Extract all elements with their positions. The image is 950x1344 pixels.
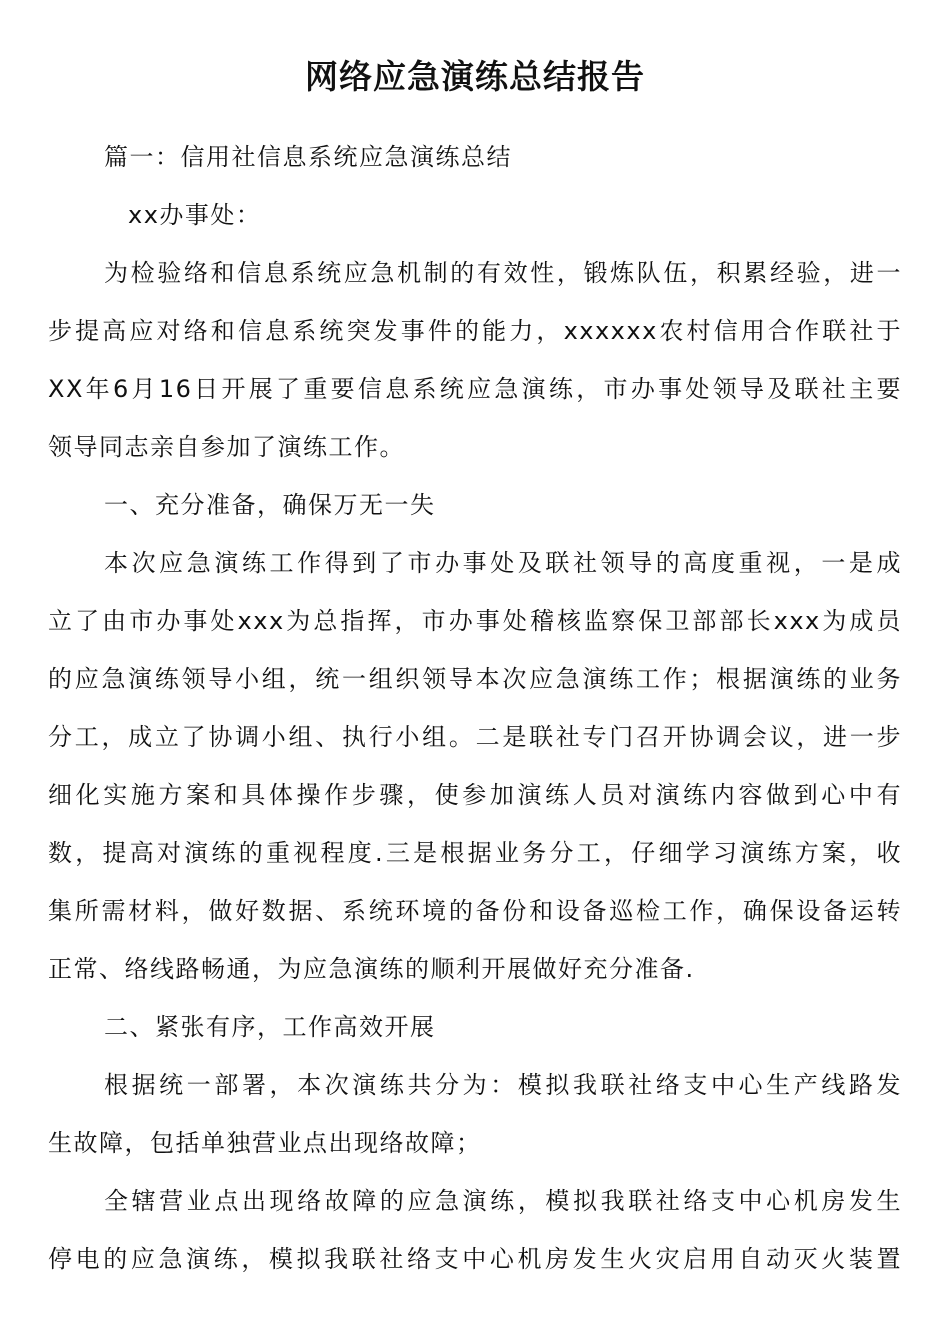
section-title: 篇一：信用社信息系统应急演练总结 <box>104 143 512 171</box>
salutation: xx办事处： <box>128 201 262 229</box>
paragraph-line: 步提高应对络和信息系统突发事件的能力，xxxxxx农村信用合作联社于 <box>48 317 902 345</box>
heading-1: 一、充分准备，确保万无一失 <box>104 491 436 519</box>
paragraph-line: XX年6月16日开展了重要信息系统应急演练，市办事处领导及联社主要 <box>48 375 902 403</box>
paragraph-line: 立了由市办事处xxx为总指挥，市办事处稽核监察保卫部部长xxx为成员 <box>48 607 902 635</box>
paragraph-line: 分工，成立了协调小组、执行小组。二是联社专门召开协调会议，进一步 <box>48 723 902 751</box>
paragraph-1 <box>48 244 902 476</box>
paragraph-line: 集所需材料，做好数据、系统环境的备份和设备巡检工作，确保设备运转 <box>48 897 902 925</box>
paragraph-line: 数，提高对演练的重视程度.三是根据业务分工，仔细学习演练方案，收 <box>48 839 902 867</box>
paragraph-line: 停电的应急演练，模拟我联社络支中心机房发生火灾启用自动灭火装置 <box>48 1245 902 1273</box>
document-title: 网络应急演练总结报告 <box>305 57 645 96</box>
paragraph-line: 细化实施方案和具体操作步骤，使参加演练人员对演练内容做到心中有 <box>48 781 902 809</box>
paragraph-2 <box>48 534 902 998</box>
paragraph-line: 生故障，包括单独营业点出现络故障； <box>48 1129 482 1157</box>
paragraph-line: 全辖营业点出现络故障的应急演练，模拟我联社络支中心机房发生 <box>104 1187 902 1215</box>
paragraph-3 <box>48 1056 902 1172</box>
paragraph-line: 根据统一部署，本次演练共分为：模拟我联社络支中心生产线路发 <box>104 1071 902 1099</box>
paragraph-line: 本次应急演练工作得到了市办事处及联社领导的高度重视，一是成 <box>104 549 902 577</box>
paragraph-line: 正常、络线路畅通，为应急演练的顺利开展做好充分准备. <box>48 955 695 983</box>
paragraph-line: 领导同志亲自参加了演练工作。 <box>48 433 405 461</box>
paragraph-line: 为检验络和信息系统应急机制的有效性，锻炼队伍，积累经验，进一 <box>104 259 902 287</box>
heading-2: 二、紧张有序，工作高效开展 <box>104 1013 436 1041</box>
paragraph-4 <box>48 1172 902 1288</box>
paragraph-line: 的应急演练领导小组，统一组织领导本次应急演练工作；根据演练的业务 <box>48 665 902 693</box>
